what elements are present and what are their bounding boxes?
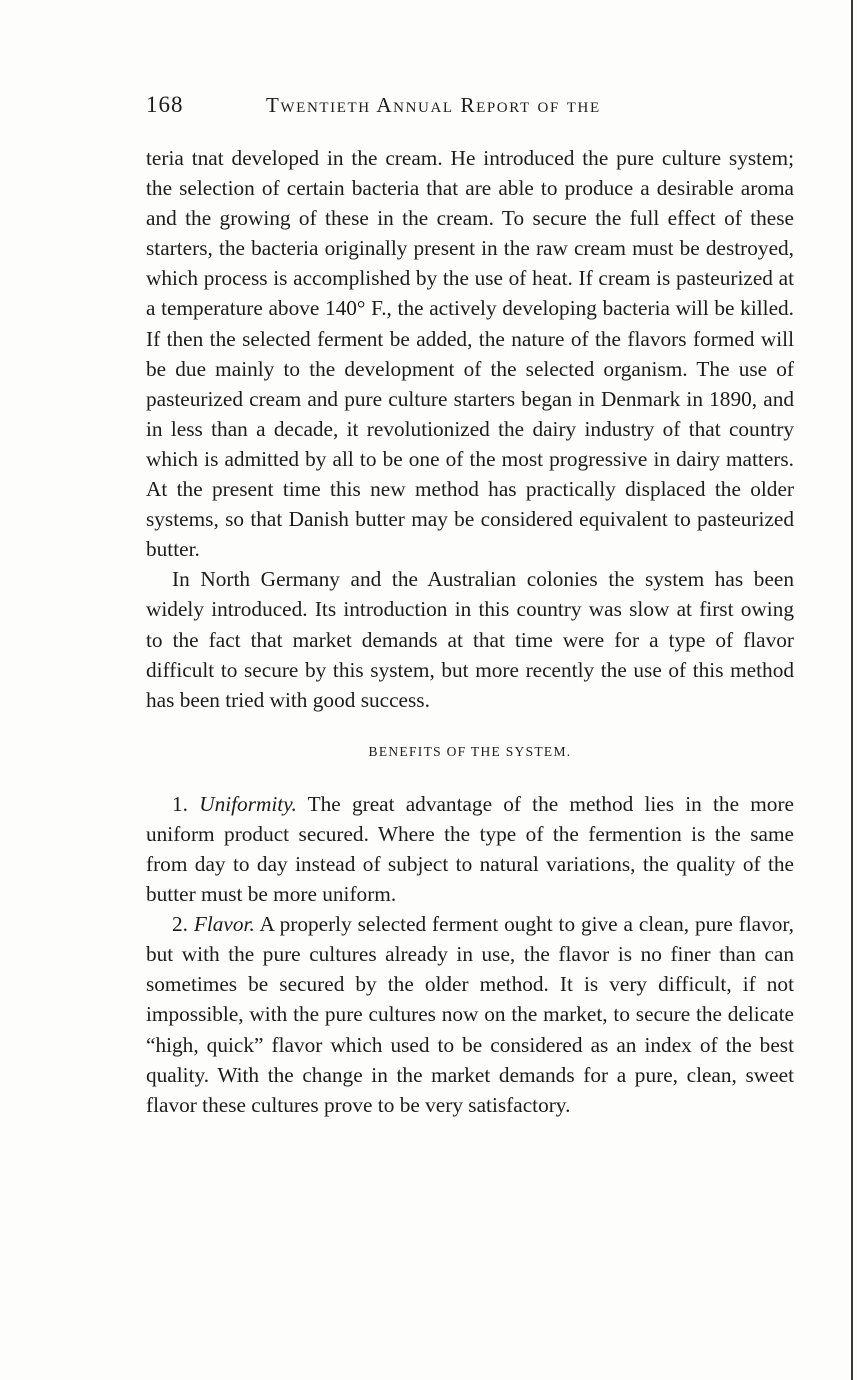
item-text: The great advantage of the method lies in the more uniform product secured. Where the type of the fermention is the same from day to day instead of subject to natural variations, the quality of the butter must be more uniform. [146, 791, 794, 907]
section-heading: BENEFITS OF THE SYSTEM. [368, 743, 572, 759]
item-text: A properly selected ferment ought to give a clean, pure flavor, but with the pure cultures already in use, the flavor is no finer than can sometimes be secured by the older method. It is very difficult, if not impossible, with the pure cultures now on the market, to secure the delicate “high, quick” flavor which used to be considered as an index of the best quality. With the change in the market demands for a pure, clean, sweet flavor these cultures prove to be very satisfactory. [146, 912, 794, 1117]
paragraph-2: In North Germany and the Australian colonies the system has been widely introduced. Its introduction in this country was slow at first owing to the fact that market demands at that time were for a type of flavor difficult to secure by this system, but more recently the use of this method has been tried with good success. [146, 567, 794, 712]
paragraph-1: teria tnat developed in the cream. He introduced the pure culture system; the selection of certain bacteria that are able to produce a desirable aroma and the growing of these in the cream. To secure the full effect of these starters, the bacteria originally present in the raw cream must be destroyed, which process is accomplished by the use of heat. If cream is pasteurized at a temperature above 140° F., the actively developing bacteria will be killed. If then the selected ferment be added, the nature of the flavors formed will be due mainly to the development of the selected organism. The use of pasteurized cream and pure culture starters began in Denmark in 1890, and in less than a decade, it revolutionized the dairy industry of that country which is admitted by all to be one of the most progressive in dairy matters. At the present time this new method has practically displaced the older systems, so that Danish butter may be considered equivalent to pasteurized butter. [146, 146, 794, 562]
page-edge-line [851, 0, 853, 1380]
body-text [146, 143, 794, 1120]
running-head: Twentieth Annual Report of the [266, 93, 601, 117]
list-item [146, 909, 794, 1120]
item-number: 2. [172, 912, 188, 937]
item-title: Uniformity. [199, 791, 297, 816]
page-number: 168 [146, 92, 184, 117]
item-number: 1. [172, 791, 188, 816]
item-title: Flavor. [193, 912, 255, 937]
list-item [146, 789, 794, 909]
page-header [146, 92, 796, 122]
